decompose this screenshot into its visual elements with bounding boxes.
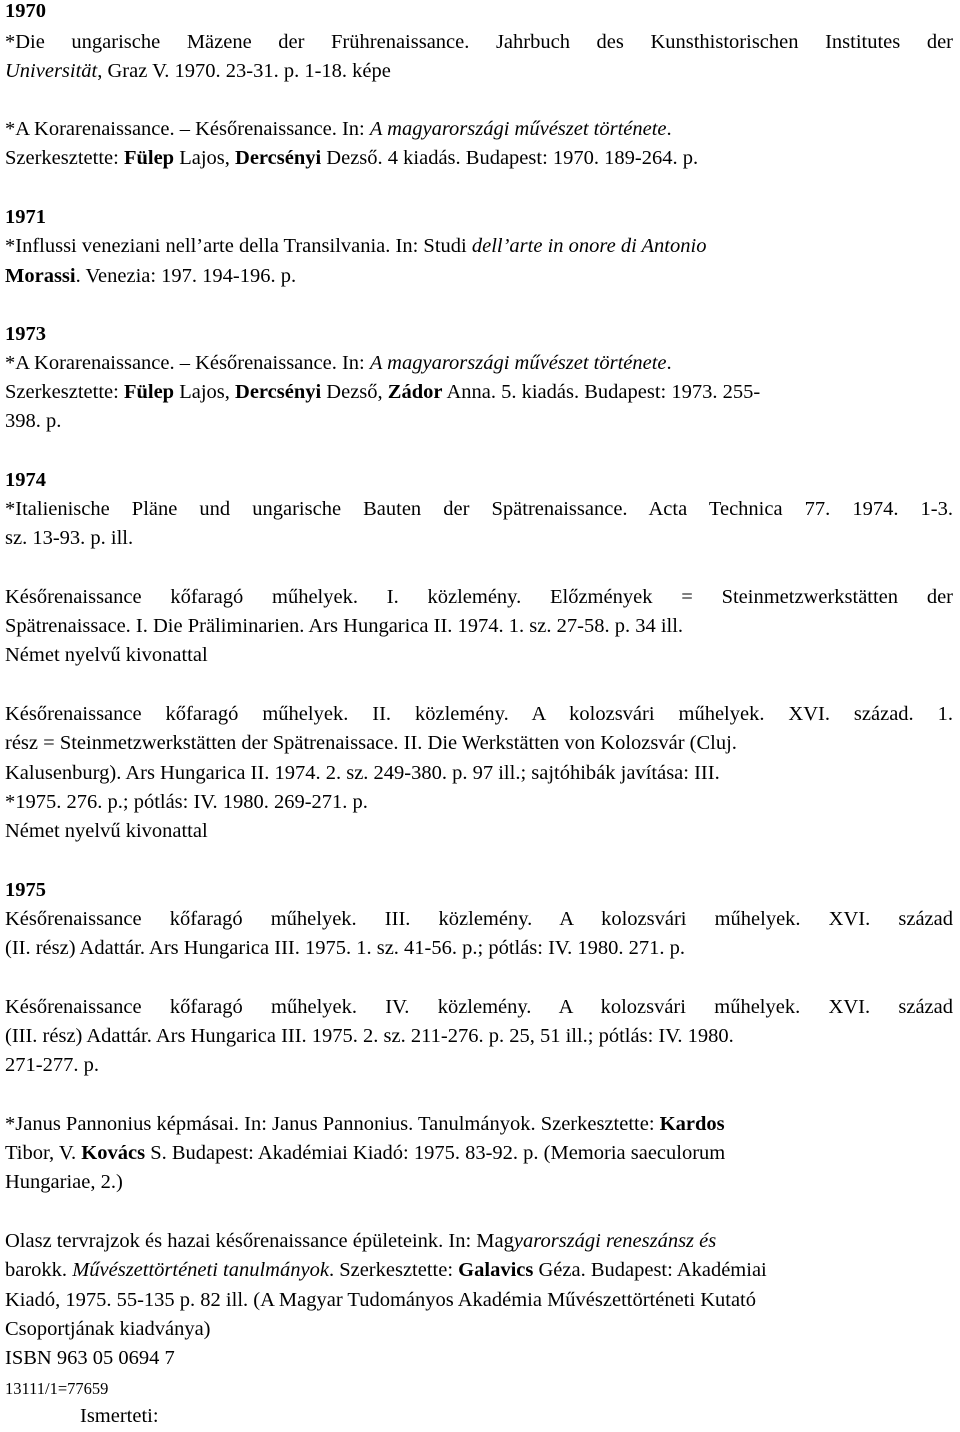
- isbn-line: ISBN 963 05 0694 7: [5, 1347, 175, 1369]
- entry-line: 398. p.: [5, 410, 62, 432]
- entry-line: *A Korarenaissance. – Későrenaissance. In: A magyarországi művészet története.: [5, 352, 672, 374]
- entry-line: *Die ungarische Mäzene der Frührenaissance. Jahrbuch des Kunsthistorischen Institutes der: [5, 31, 953, 53]
- entry-line: Olasz tervrajzok és hazai későrenaissance épületeink. In: Magyarországi reneszánsz és: [5, 1230, 717, 1252]
- catalog-code: 13111/1=77659: [5, 1379, 109, 1398]
- entry-line: sz. 13-93. p. ill.: [5, 527, 134, 549]
- year-heading-1974: 1974: [5, 469, 46, 491]
- entry-line: barokk. Művészettörténeti tanulmányok. Szerkesztette: Galavics Géza. Budapest: Akadémiai: [5, 1259, 767, 1281]
- entry-line: *Influssi veneziani nell’arte della Transilvania. In: Studi dell’arte in onore di Antonio: [5, 235, 707, 257]
- entry-line: Német nyelvű kivonattal: [5, 820, 208, 842]
- entry-line: *Janus Pannonius képmásai. In: Janus Pannonius. Tanulmányok. Szerkesztette: Kardos: [5, 1113, 725, 1135]
- entry-line: Szerkesztette: Fülep Lajos, Dercsényi Dezső, Zádor Anna. 5. kiadás. Budapest: 1973. 255-: [5, 381, 761, 403]
- year-heading-1973: 1973: [5, 323, 46, 345]
- entry-line: (II. rész) Adattár. Ars Hungarica III. 1975. 1. sz. 41-56. p.; pótlás: IV. 1980. 271. p.: [5, 937, 685, 959]
- entry-line: Későrenaissance kőfaragó műhelyek. I. közlemény. Előzmények = Steinmetzwerkstätten der: [5, 586, 953, 608]
- entry-line: *A Korarenaissance. – Későrenaissance. In: A magyarországi művészet története.: [5, 118, 672, 140]
- year-heading-1971: 1971: [5, 206, 46, 228]
- entry-line: Későrenaissance kőfaragó műhelyek. III. közlemény. A kolozsvári műhelyek. XVI. század: [5, 908, 953, 930]
- entry-line: Kalusenburg). Ars Hungarica II. 1974. 2. sz. 249-380. p. 97 ill.; sajtóhibák javítása: III.: [5, 762, 720, 784]
- entry-line: Hungariae, 2.): [5, 1171, 123, 1193]
- entry-line: Későrenaissance kőfaragó műhelyek. IV. közlemény. A kolozsvári műhelyek. XVI. század: [5, 996, 953, 1018]
- entry-line: rész = Steinmetzwerkstätten der Spätrenaissace. II. Die Werkstätten von Kolozsvár (Cluj.: [5, 732, 737, 754]
- entry-line: Csoportjának kiadványa): [5, 1318, 211, 1340]
- entry-line: Tibor, V. Kovács S. Budapest: Akadémiai Kiadó: 1975. 83-92. p. (Memoria saeculorum: [5, 1142, 726, 1164]
- entry-line: Szerkesztette: Fülep Lajos, Dercsényi Dezső. 4 kiadás. Budapest: 1970. 189-264. p.: [5, 147, 699, 169]
- entry-line: Morassi. Venezia: 197. 194-196. p.: [5, 265, 297, 287]
- year-heading-1970: 1970: [5, 0, 46, 22]
- entry-line: Német nyelvű kivonattal: [5, 644, 208, 666]
- reviewed-by-label: Ismerteti:: [80, 1405, 159, 1427]
- year-heading-1975: 1975: [5, 879, 46, 901]
- entry-line: Spätrenaissace. I. Die Präliminarien. Ars Hungarica II. 1974. 1. sz. 27-58. p. 34 ill.: [5, 615, 684, 637]
- entry-line: Universität, Graz V. 1970. 23-31. p. 1-18. képe: [5, 60, 391, 82]
- entry-line: Kiadó, 1975. 55-135 p. 82 ill. (A Magyar Tudományos Akadémia Művészettörténeti Kutató: [5, 1289, 757, 1311]
- entry-line: Későrenaissance kőfaragó műhelyek. II. közlemény. A kolozsvári műhelyek. XVI. század. 1.: [5, 703, 953, 725]
- entry-line: *Italienische Pläne und ungarische Bauten der Spätrenaissance. Acta Technica 77. 1974. 1-3.: [5, 498, 953, 520]
- entry-line: (III. rész) Adattár. Ars Hungarica III. 1975. 2. sz. 211-276. p. 25, 51 ill.; pótlás: IV. 1980.: [5, 1025, 734, 1047]
- entry-line: *1975. 276. p.; pótlás: IV. 1980. 269-271. p.: [5, 791, 368, 813]
- entry-line: 271-277. p.: [5, 1054, 99, 1076]
